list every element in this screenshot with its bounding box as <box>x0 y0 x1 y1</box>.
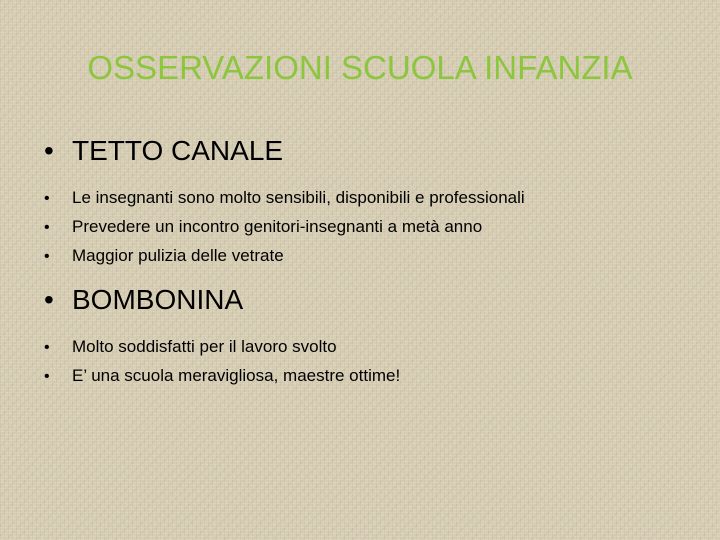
list-item-text: Prevedere un incontro genitori-insegnanti a metà anno <box>72 217 483 236</box>
section-heading-text: BOMBONINA <box>72 284 244 315</box>
bullet-icon: • <box>44 248 50 265</box>
bullet-icon: • <box>44 219 50 236</box>
list-item-text: Le insegnanti sono molto sensibili, disponibili e professionali <box>72 188 525 207</box>
list-item <box>44 213 694 242</box>
bullet-icon: • <box>44 135 54 166</box>
list-item-text: E’ una scuola meravigliosa, maestre ottime! <box>72 366 401 385</box>
list-item <box>44 362 694 391</box>
bullet-icon: • <box>44 284 54 315</box>
section-heading-bombonina <box>44 279 694 321</box>
bullet-icon: • <box>44 368 50 385</box>
bullet-icon: • <box>44 190 50 207</box>
list-item <box>44 184 694 213</box>
list-item-text: Maggior pulizia delle vetrate <box>72 246 284 265</box>
bullet-icon: • <box>44 339 50 356</box>
section-heading-tetto-canale <box>44 130 694 172</box>
slide-body <box>44 130 694 391</box>
list-item-text: Molto soddisfatti per il lavoro svolto <box>72 337 337 356</box>
list-item <box>44 333 694 362</box>
section-heading-text: TETTO CANALE <box>72 135 284 166</box>
list-item <box>44 242 694 271</box>
slide-title: OSSERVAZIONI SCUOLA INFANZIA <box>87 49 633 86</box>
